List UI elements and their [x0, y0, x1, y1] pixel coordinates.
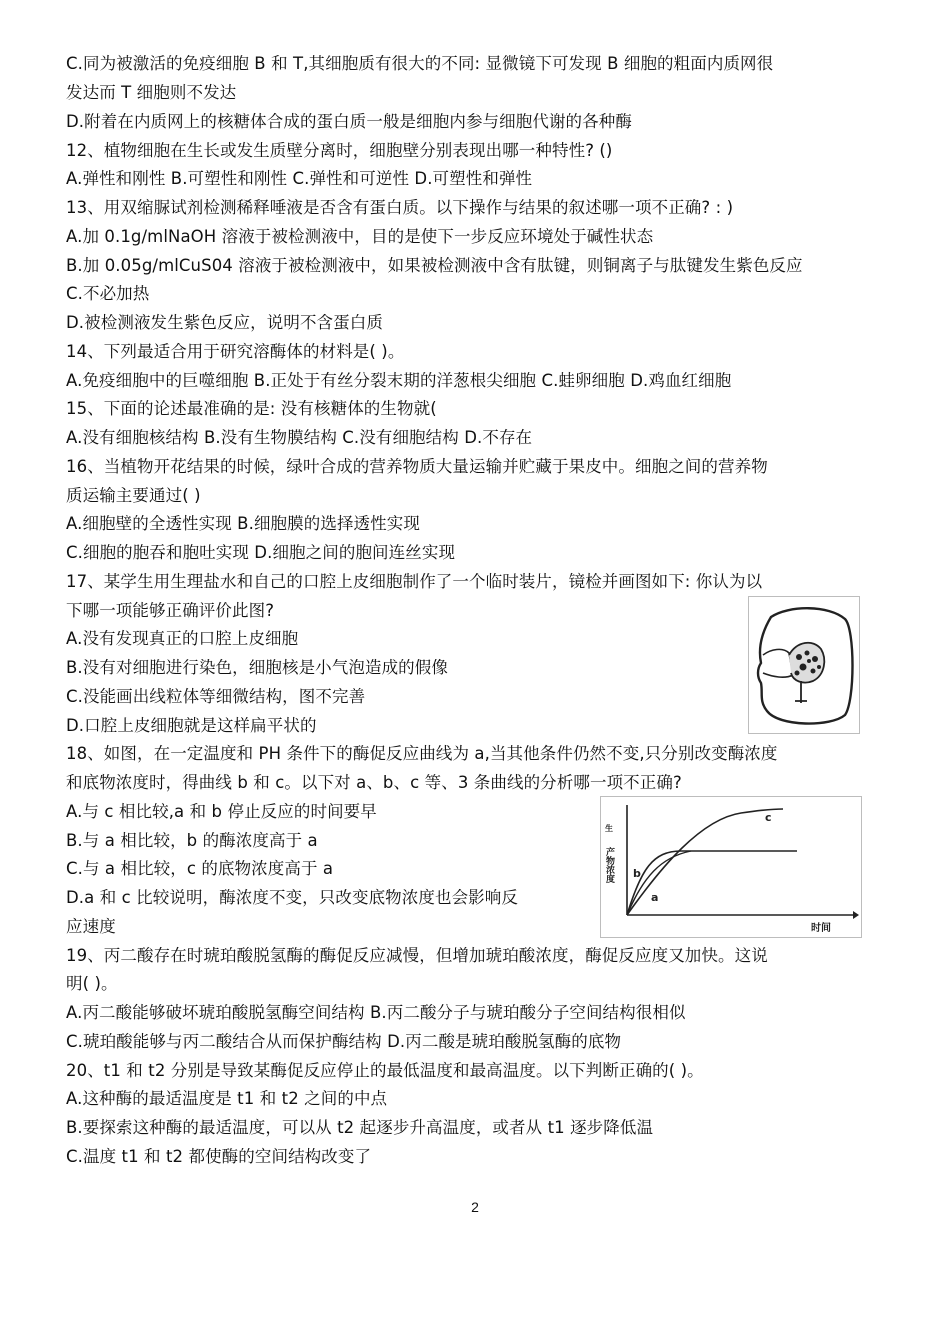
question-13: 13、用双缩脲试剂检测稀释唾液是否含有蛋白质。以下操作与结果的叙述哪一项不正确? : )	[66, 198, 734, 217]
text-line: A.没有细胞核结构 B.没有生物膜结构 C.没有细胞结构 D.不存在	[66, 428, 533, 447]
text-line: A.与 c 相比较,a 和 b 停止反应的时间要早	[66, 802, 377, 821]
question-15: 15、下面的论述最准确的是: 没有核糖体的生物就(	[66, 399, 437, 418]
enzyme-curve-chart	[601, 797, 861, 937]
curve-b-label: b	[633, 867, 641, 880]
text-line: A.丙二酸能够破坏琥珀酸脱氢酶空间结构 B.丙二酸分子与琥珀酸分子空间结构很相似	[66, 1003, 686, 1022]
text-line: C.没能画出线粒体等细微结构，图不完善	[66, 687, 366, 706]
question-17: 17、某学生用生理盐水和自己的口腔上皮细胞制作了一个临时装片，镜检并画图如下: 你认为以	[66, 572, 763, 591]
curve-a	[627, 851, 691, 915]
question-12: 12、植物细胞在生长或发生质壁分离时，细胞壁分别表现出哪一种特性? ()	[66, 141, 613, 160]
x-axis-label: 时间	[811, 923, 831, 934]
question-14: 14、下列最适合用于研究溶酶体的材料是( )。	[66, 342, 405, 361]
text-line: 应速度	[66, 917, 116, 936]
text-line: B.没有对细胞进行染色，细胞核是小气泡造成的假像	[66, 658, 448, 677]
curve-a-label: a	[651, 891, 659, 904]
text-line: D.口腔上皮细胞就是这样扁平状的	[66, 716, 317, 735]
question-16: 16、当植物开花结果的时候，绿叶合成的营养物质大量运输并贮藏于果皮中。细胞之间的营养物	[66, 457, 768, 476]
text-line: C.不必加热	[66, 284, 150, 303]
text-line: D.被检测液发生紫色反应，说明不含蛋白质	[66, 313, 383, 332]
text-line: A.弹性和刚性 B.可塑性和刚性 C.弹性和可逆性 D.可塑性和弹性	[66, 169, 533, 188]
y-axis-label-top: 生	[605, 824, 613, 833]
text-line: D.附着在内质网上的核糖体合成的蛋白质一般是细胞内参与细胞代谢的各种酶	[66, 112, 632, 131]
question-20: 20、t1 和 t2 分别是导致某酶促反应停止的最低温度和最高温度。以下判断正确的( )。	[66, 1061, 704, 1080]
text-line: D.a 和 c 比较说明，酶浓度不变，只改变底物浓度也会影响反	[66, 888, 518, 907]
text-line: C.温度 t1 和 t2 都使酶的空间结构改变了	[66, 1147, 372, 1166]
curve-b	[627, 851, 797, 915]
text-line: C.琥珀酸能够与丙二酸结合从而保护酶结构 D.丙二酸是琥珀酸脱氢酶的底物	[66, 1032, 622, 1051]
text-line: A.细胞壁的全透性实现 B.细胞膜的选择透性实现	[66, 514, 420, 533]
text-line: 发达而 T 细胞则不发达	[66, 83, 237, 102]
cell-drawing-icon	[749, 597, 859, 733]
text-line: A.没有发现真正的口腔上皮细胞	[66, 629, 299, 648]
cell-drawing-figure	[748, 596, 860, 734]
text-line: A.这种酶的最适温度是 t1 和 t2 之间的中点	[66, 1089, 388, 1108]
text-line: C.细胞的胞吞和胞吐实现 D.细胞之间的胞间连丝实现	[66, 543, 456, 562]
enzyme-curve-figure	[600, 796, 862, 938]
text-line: B.加 0.05g/mlCuS04 溶液于被检测液中，如果被检测液中含有肽键，则铜离子与肽键发生紫色反应	[66, 256, 803, 275]
x-axis-arrow	[853, 911, 859, 919]
question-19: 19、丙二酸存在时琥珀酸脱氢酶的酶促反应减慢，但增加琥珀酸浓度，酶促反应度又加快。这说	[66, 946, 768, 965]
y-axis-label: 产物浓度	[604, 847, 614, 883]
text-line: B.与 a 相比较，b 的酶浓度高于 a	[66, 831, 318, 850]
text-line: C.同为被激活的免疫细胞 B 和 T,其细胞质有很大的不同: 显微镜下可发现 B 细胞的粗面内质网很	[66, 54, 774, 73]
text-line: A.免疫细胞中的巨噬细胞 B.正处于有丝分裂末期的洋葱根尖细胞 C.蛙卵细胞 D.鸡血红细胞	[66, 371, 732, 390]
text-line: B.要探索这种酶的最适温度，可以从 t2 起逐步升高温度，或者从 t1 逐步降低温	[66, 1118, 654, 1137]
text-line: A.加 0.1g/mlNaOH 溶液于被检测液中，目的是使下一步反应环境处于碱性状态	[66, 227, 654, 246]
text-line: 下哪一项能够正确评价此图?	[66, 601, 275, 620]
text-line: 质运输主要通过( )	[66, 486, 201, 505]
page-number: 2	[471, 1199, 479, 1215]
text-line: C.与 a 相比较，c 的底物浓度高于 a	[66, 859, 334, 878]
text-line: 和底物浓度时，得曲线 b 和 c。以下对 a、b、c 等、3 条曲线的分析哪一项不正确?	[66, 773, 682, 792]
curve-c-label: c	[765, 811, 772, 824]
text-line: 明( )。	[66, 974, 118, 993]
question-18: 18、如图，在一定温度和 PH 条件下的酶促反应曲线为 a,当其他条件仍然不变,只分别改变酶浓度	[66, 744, 778, 763]
